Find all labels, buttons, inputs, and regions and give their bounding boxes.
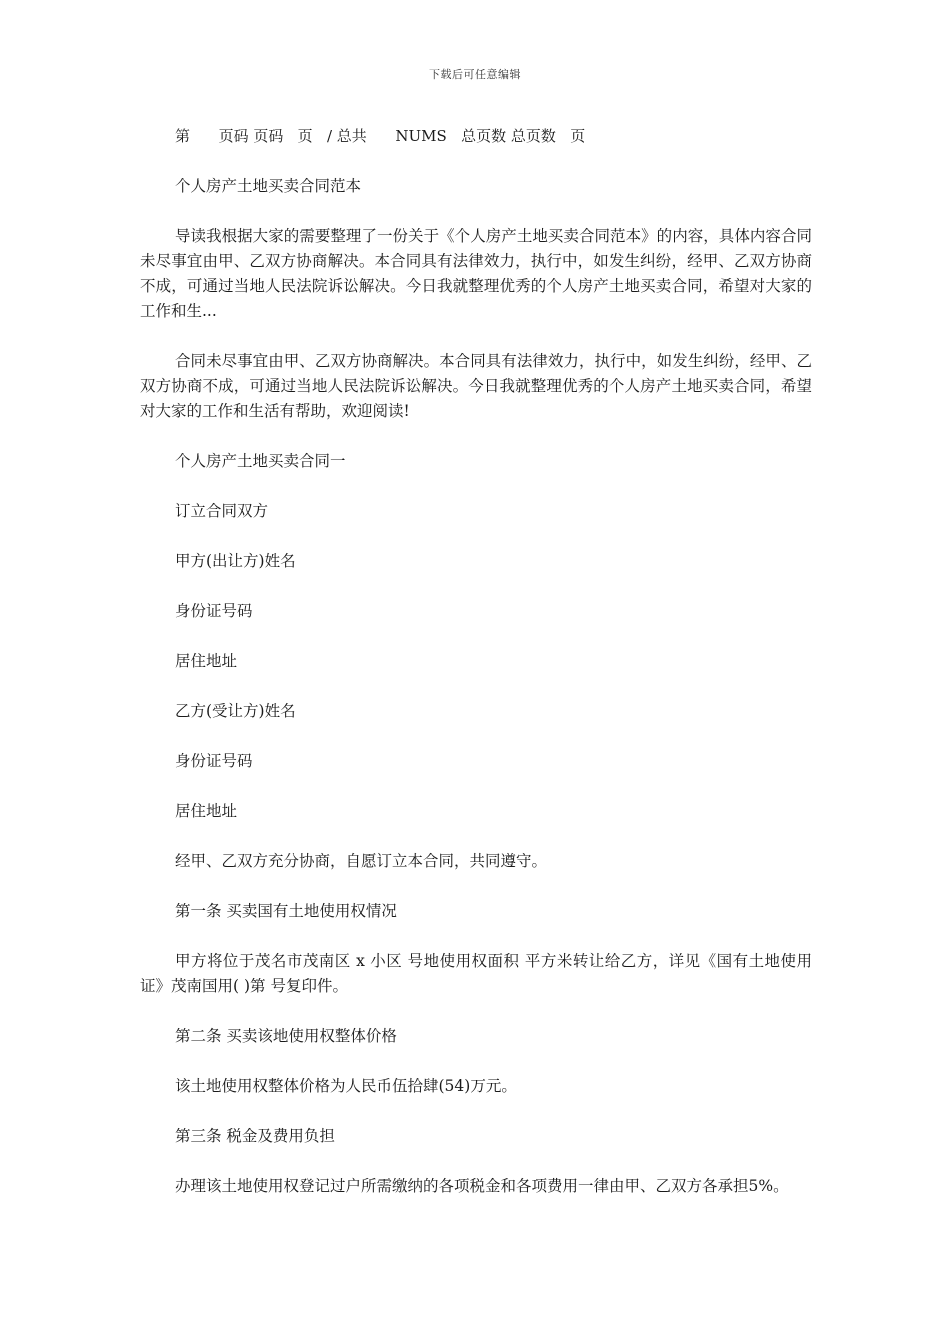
party-a-name-field: 甲方(出让方)姓名 [175, 552, 296, 570]
page-number-field: 第 页码 页码 页 / 总共 NUMS 总页数 总页数 页 [175, 127, 586, 145]
agreement-statement: 经甲、乙双方充分协商，自愿订立本合同，共同遵守。 [175, 852, 548, 870]
header-note: 下载后可任意编辑 [429, 68, 521, 81]
intro-paragraph: 导读我根据大家的需要整理了一份关于《个人房产土地买卖合同范本》的内容，具体内容合同未尽事宜由甲、乙双方协商解决。本合同具有法律效力，执行中，如发生纠纷，经甲、乙双方协商不成，可通过当地人民法院诉讼解决。今日我就整理优秀的个人房产土地买卖合同，希望对大家的工作和生... [140, 227, 812, 320]
article-1-body: 甲方将位于茂名市茂南区 x 小区 号地使用权面积 平方米转让给乙方，详见《国有土地使用证》茂南国用( )第 号复印件。 [140, 952, 812, 995]
summary-paragraph: 合同未尽事宜由甲、乙双方协商解决。本合同具有法律效力，执行中，如发生纠纷，经甲、乙双方协商不成，可通过当地人民法院诉讼解决。今日我就整理优秀的个人房产土地买卖合同，希望对大家的工作和生活有帮助，欢迎阅读! [140, 352, 812, 420]
party-b-id-field: 身份证号码 [175, 752, 253, 770]
article-2-heading: 第二条 买卖该地使用权整体价格 [175, 1027, 397, 1045]
article-3-heading: 第三条 税金及费用负担 [175, 1127, 335, 1145]
parties-label: 订立合同双方 [175, 502, 269, 520]
contract-heading: 个人房产土地买卖合同一 [175, 452, 346, 470]
document-title: 个人房产土地买卖合同范本 [175, 177, 362, 195]
article-2-body: 该土地使用权整体价格为人民币伍拾肆(54)万元。 [175, 1077, 517, 1095]
party-b-name-field: 乙方(受让方)姓名 [175, 702, 296, 720]
party-b-address-field: 居住地址 [175, 802, 238, 820]
party-a-id-field: 身份证号码 [175, 602, 253, 620]
article-3-body: 办理该土地使用权登记过户所需缴纳的各项税金和各项费用一律由甲、乙双方各承担5%。 [175, 1177, 789, 1195]
party-a-address-field: 居住地址 [175, 652, 238, 670]
document-body [140, 124, 812, 1224]
article-1-heading: 第一条 买卖国有土地使用权情况 [175, 902, 397, 920]
